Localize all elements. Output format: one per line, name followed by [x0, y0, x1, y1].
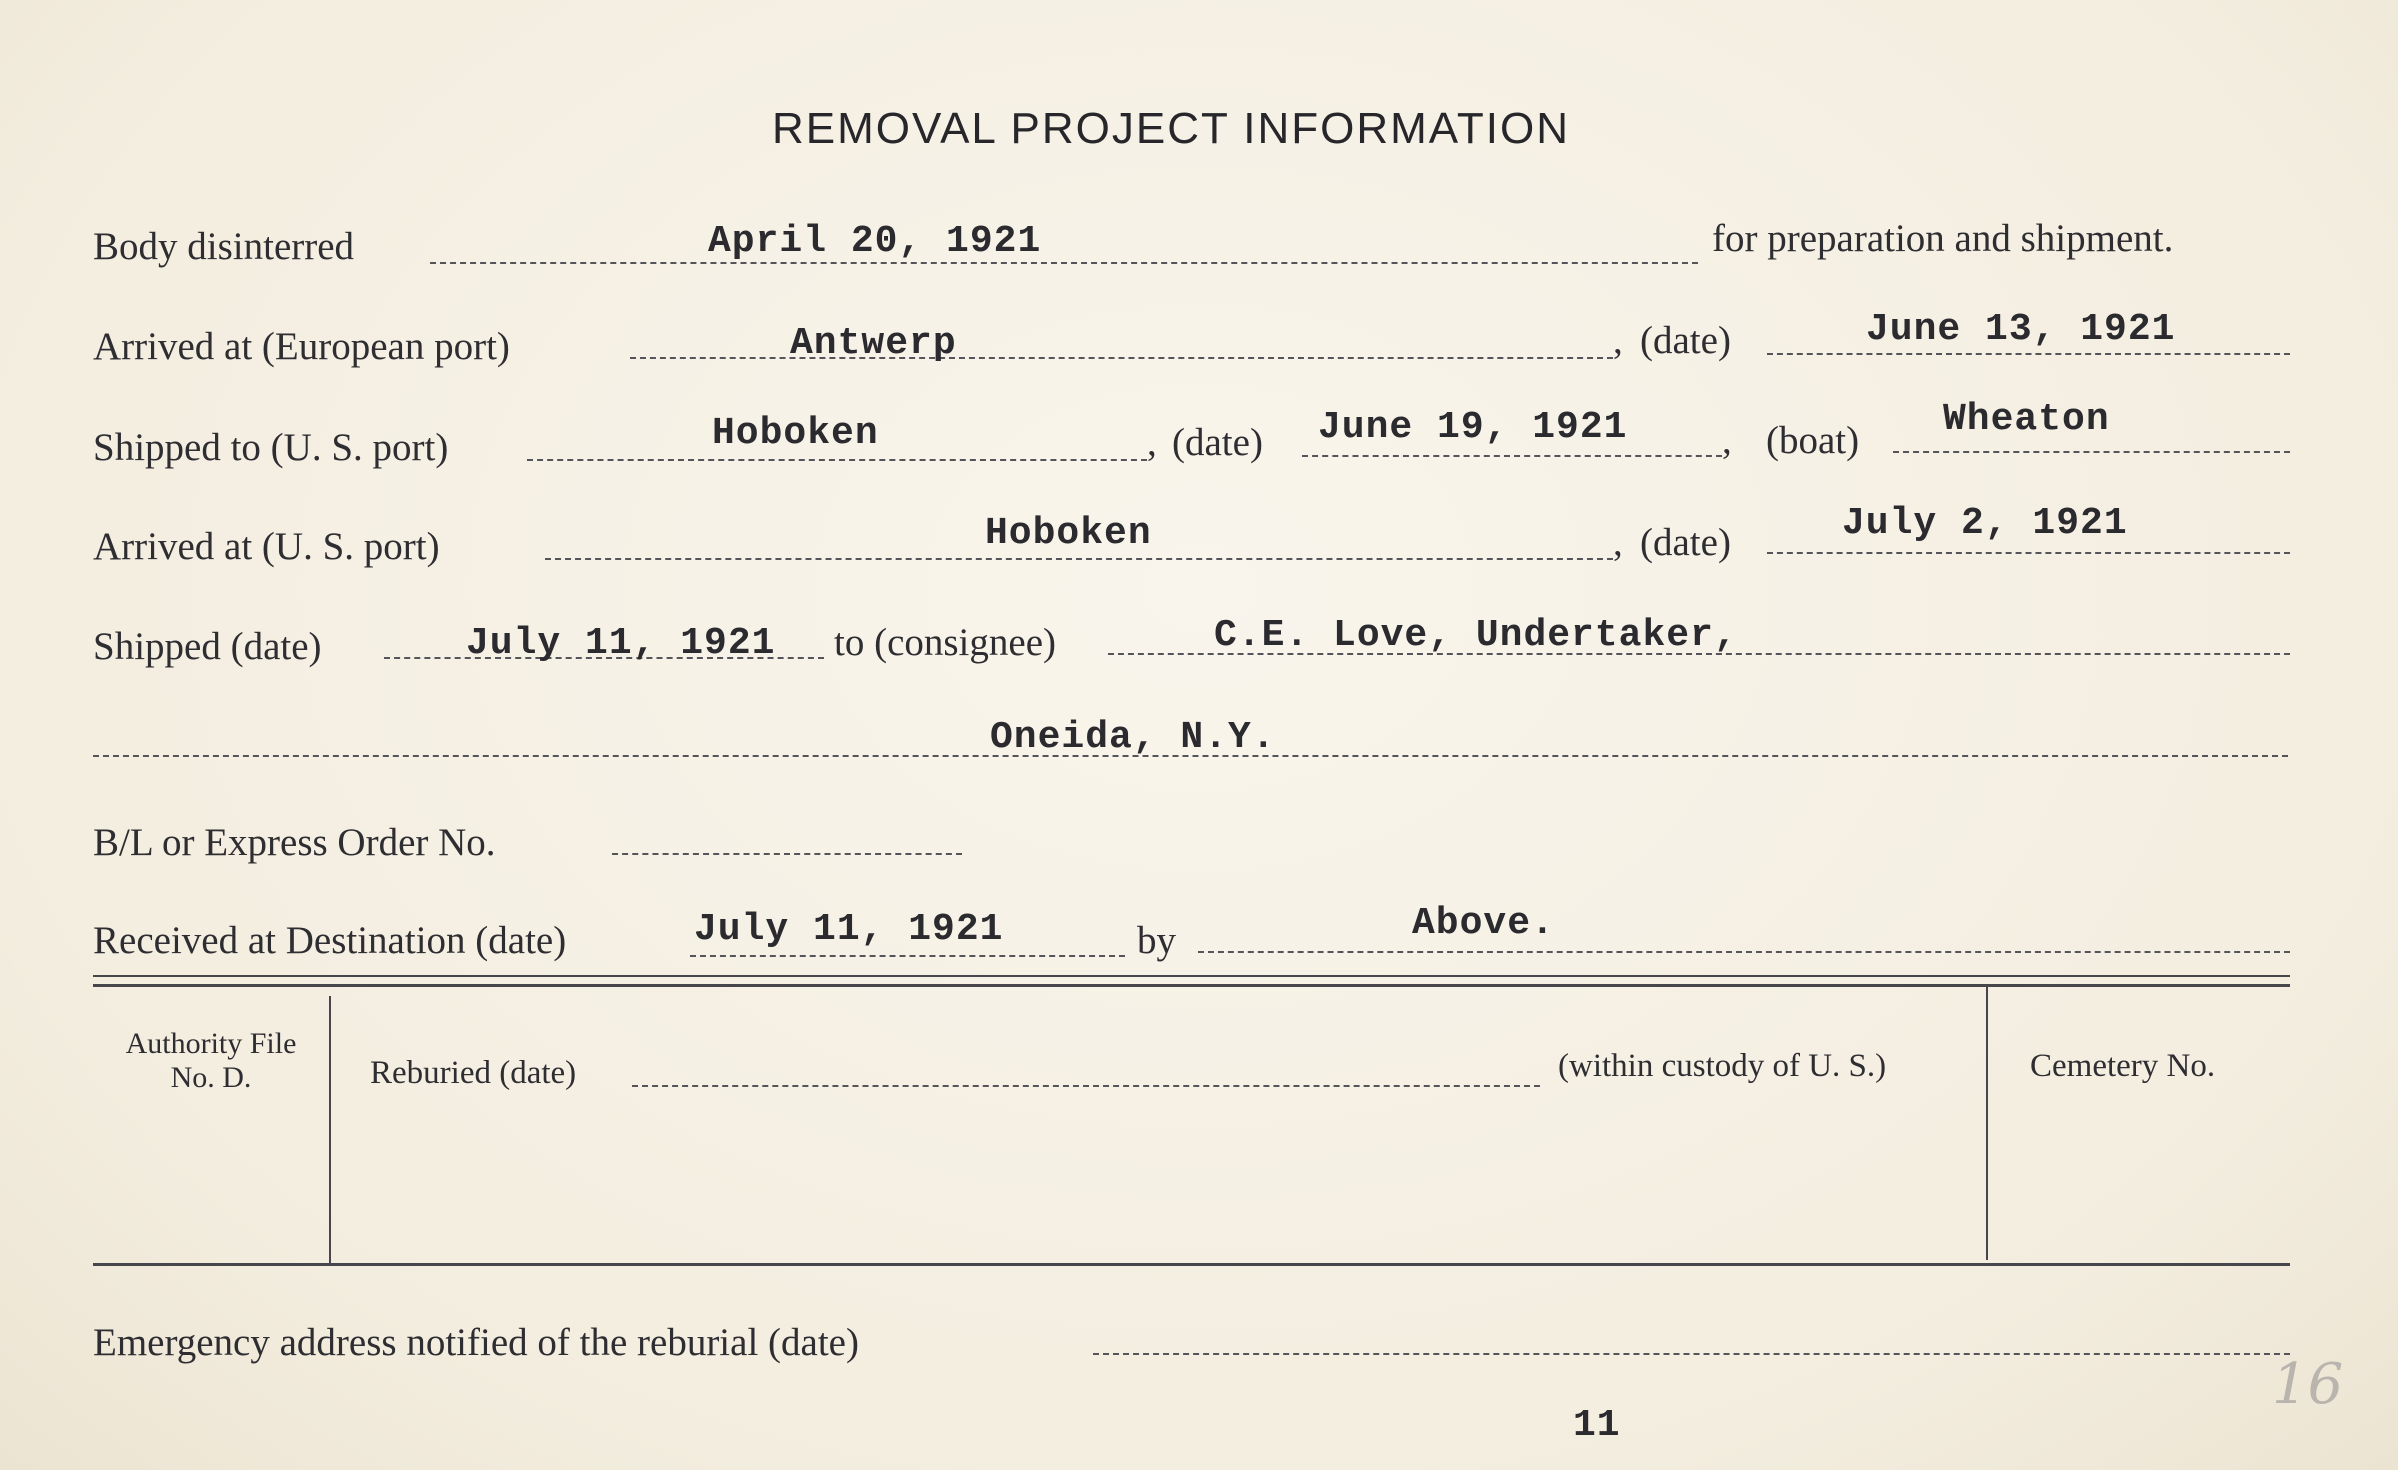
label-to-consignee: to (consignee) — [834, 621, 1057, 664]
comma: , — [1613, 521, 1623, 564]
label-authority-file: Authority File No. D. — [125, 1027, 297, 1094]
label-boat: (boat) — [1766, 419, 1860, 462]
value-european-port: Antwerp — [790, 322, 957, 365]
label-emergency-address: Emergency address notified of the reburial (date) — [93, 1321, 859, 1364]
label-reburied: Reburied (date) — [370, 1055, 577, 1091]
label-within-custody: (within custody of U. S.) — [1558, 1048, 1887, 1084]
comma: , — [1613, 319, 1623, 362]
value-received-by: Above. — [1412, 902, 1555, 945]
label-arrived-european-port: Arrived at (European port) — [93, 325, 510, 368]
column-divider — [329, 996, 331, 1266]
label-received-destination: Received at Destination (date) — [93, 919, 567, 962]
table-bottom-rule — [93, 1263, 2290, 1266]
double-rule-bottom — [93, 984, 2290, 987]
double-rule-top — [93, 975, 2290, 977]
dotted-leader — [1093, 1353, 2290, 1355]
label-cemetery-no: Cemetery No. — [2030, 1048, 2216, 1084]
value-consignee-line1: C.E. Love, Undertaker, — [1214, 614, 1738, 657]
dotted-leader — [1767, 353, 2290, 355]
label-date: (date) — [1640, 319, 1731, 362]
value-us-shipped-date: June 19, 1921 — [1318, 406, 1628, 449]
value-us-arrived-date: July 2, 1921 — [1842, 502, 2128, 545]
value-received-date: July 11, 1921 — [694, 908, 1004, 951]
card-title: REMOVAL PROJECT INFORMATION — [772, 104, 1570, 153]
label-shipped-to-us-port: Shipped to (U. S. port) — [93, 426, 449, 469]
value-us-port-arrived: Hoboken — [985, 512, 1152, 555]
dotted-leader — [612, 853, 962, 855]
value-shipped-date: July 11, 1921 — [466, 622, 776, 665]
column-divider — [1986, 986, 1988, 1260]
label-by: by — [1137, 919, 1176, 962]
comma: , — [1147, 421, 1157, 464]
label-for-preparation: for preparation and shipment. — [1712, 217, 2174, 260]
dotted-leader — [1893, 451, 2290, 453]
dotted-leader — [690, 955, 1125, 957]
value-disinterred-date: April 20, 1921 — [708, 220, 1042, 263]
dotted-leader — [430, 262, 1698, 264]
label-arrived-us-port: Arrived at (U. S. port) — [93, 525, 440, 568]
comma: , — [1722, 419, 1732, 462]
page-mark: 11 — [1573, 1404, 1621, 1447]
value-consignee-line2: Oneida, N.Y. — [990, 716, 1276, 759]
label-date: (date) — [1172, 421, 1263, 464]
value-us-port-shipped: Hoboken — [712, 412, 879, 455]
label-shipped-date: Shipped (date) — [93, 625, 322, 668]
dotted-leader — [527, 459, 1147, 461]
value-boat: Wheaton — [1943, 398, 2110, 441]
dotted-leader — [632, 1085, 1540, 1087]
label-body-disinterred: Body disinterred — [93, 225, 355, 268]
label-date: (date) — [1640, 521, 1731, 564]
dotted-leader — [1767, 552, 2290, 554]
dotted-leader — [1302, 455, 1722, 457]
dotted-leader — [630, 357, 1613, 359]
label-bl-order: B/L or Express Order No. — [93, 821, 496, 864]
pencil-mark: 16 — [2272, 1352, 2344, 1417]
dotted-leader — [545, 558, 1613, 560]
value-european-port-date: June 13, 1921 — [1866, 308, 2176, 351]
dotted-leader — [1198, 951, 2290, 953]
